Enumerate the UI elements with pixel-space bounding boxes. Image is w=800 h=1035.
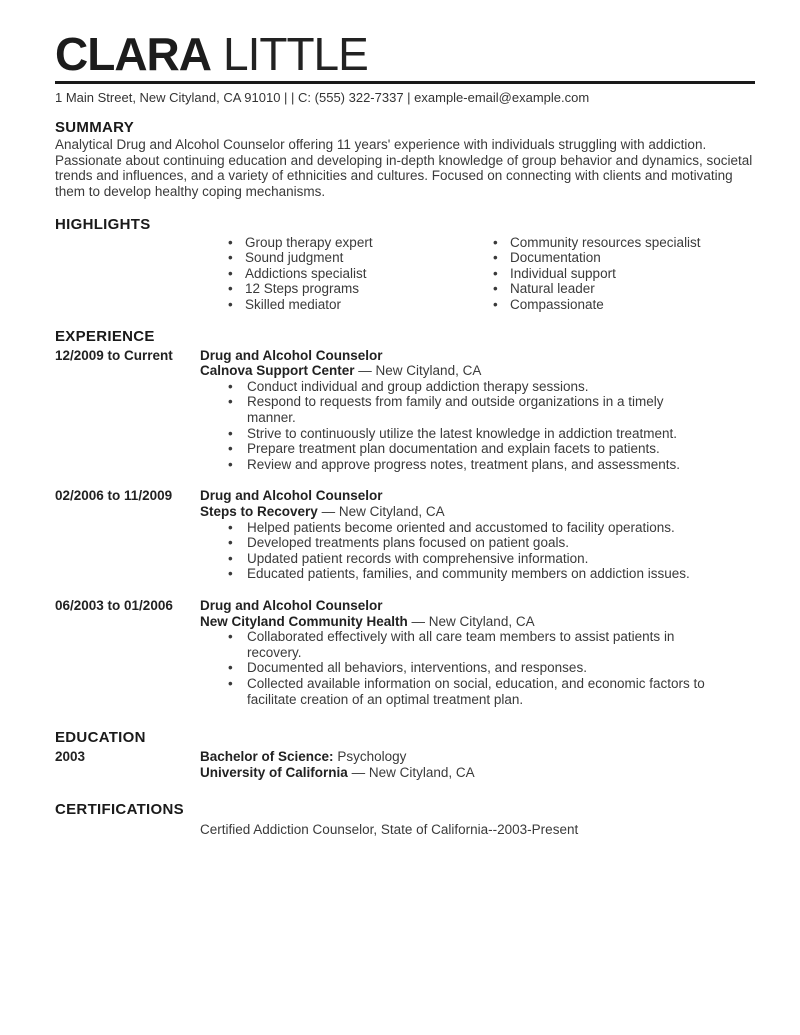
job-details [200,488,755,582]
experience-heading: EXPERIENCE [55,327,155,345]
highlight-item: • Group therapy expert [225,235,490,251]
degree-label: Bachelor of Science: [200,749,334,765]
highlight-item: • Natural leader [490,281,755,297]
job-bullet-list [200,379,710,473]
job-bullet: • Review and approve progress notes, treatment plans, and assessments. [200,457,710,473]
job-bullet: • Respond to requests from family and outside organizations in a timely manner. [200,394,710,425]
section-experience [55,329,755,707]
highlight-item: • Addictions specialist [225,266,490,282]
school-name: University of California [200,764,348,780]
highlights-column-2 [490,235,755,313]
job-title: Drug and Alcohol Counselor [200,347,383,363]
certifications-heading: CERTIFICATIONS [55,801,184,819]
company-name: Calnova Support Center [200,363,355,379]
company-location: — New Cityland, CA [358,363,482,379]
job-bullet: • Prepare treatment plan documentation and explain facets to patients. [200,441,710,457]
contact-line: 1 Main Street, New Cityland, CA 91010 | | C: (555) 322-7337 | example-email@example.com [55,90,590,106]
highlight-item: • Community resources specialist [490,235,755,251]
job-details [200,348,755,473]
summary-heading: SUMMARY [55,119,135,137]
job-details [200,598,755,707]
job-dates: 12/2009 to Current [55,347,173,363]
job-entry [55,598,755,707]
degree-line [200,749,755,765]
job-company-line [200,504,755,520]
certification-item: Certified Addiction Counselor, State of California--2003-Present [200,822,579,838]
last-name: LITTLE [222,28,368,80]
job-bullet: • Collaborated effectively with all care team members to assist patients in recovery. [200,629,710,660]
job-dates: 06/2003 to 01/2006 [55,597,173,613]
job-title: Drug and Alcohol Counselor [200,597,383,613]
highlight-item: • Skilled mediator [225,297,490,313]
education-year: 2003 [55,749,86,765]
education-details [200,749,755,780]
header-rule [55,81,755,84]
highlight-item: • 12 Steps programs [225,281,490,297]
job-bullet: • Conduct individual and group addiction therapy sessions. [200,379,710,395]
job-title: Drug and Alcohol Counselor [200,488,383,504]
school-line [200,765,755,781]
job-company-line [200,363,755,379]
company-location: — New Cityland, CA [321,503,445,519]
education-heading: EDUCATION [55,729,146,747]
job-company-line [200,614,755,630]
highlight-item: • Individual support [490,266,755,282]
company-location: — New Cityland, CA [411,613,535,629]
job-bullet-list [200,629,710,707]
highlight-item: • Compassionate [490,297,755,313]
highlights-column-1 [225,235,490,313]
candidate-name [55,30,755,78]
job-bullet-list [200,520,710,582]
header [55,30,755,105]
job-bullet: • Educated patients, families, and community members on addiction issues. [200,566,710,582]
highlight-item: • Sound judgment [225,250,490,266]
education-entry [55,749,755,780]
job-bullet: • Documented all behaviors, interventions, and responses. [200,660,710,676]
job-bullet: • Strive to continuously utilize the latest knowledge in addiction treatment. [200,426,710,442]
job-bullet: • Collected available information on social, education, and economic factors to facilitate creation of an optimal treatment plan. [200,676,710,707]
first-name: CLARA [55,28,211,80]
highlight-item: • Documentation [490,250,755,266]
job-bullet: • Helped patients become oriented and accustomed to facility operations. [200,520,710,536]
job-bullet: • Developed treatments plans focused on patient goals. [200,535,710,551]
summary-text: Analytical Drug and Alcohol Counselor offering 11 years' experience with individuals struggling with addiction. Passionate about continuing education and developing in-depth knowledge of group behavior and dynamics, societal trends and influences, and a variety of ethnicities and cultures. Focused on connecting with clients and motivating them to develop healthy coping mechanisms. [55,137,753,200]
company-name: New Cityland Community Health [200,613,408,629]
school-location: — New Cityland, CA [351,764,475,780]
section-certifications [55,802,755,838]
job-bullet: • Updated patient records with comprehensive information. [200,551,710,567]
highlights-heading: HIGHLIGHTS [55,215,151,233]
section-summary [55,120,755,199]
job-entry [55,488,755,582]
section-highlights [55,217,755,313]
job-entry [55,348,755,473]
highlights-list [225,235,755,313]
section-education [55,730,755,780]
certification-spacer [55,822,200,838]
job-dates: 02/2006 to 11/2009 [55,488,173,504]
degree-field: Psychology [337,749,407,765]
company-name: Steps to Recovery [200,503,318,519]
certification-entry [55,822,755,838]
